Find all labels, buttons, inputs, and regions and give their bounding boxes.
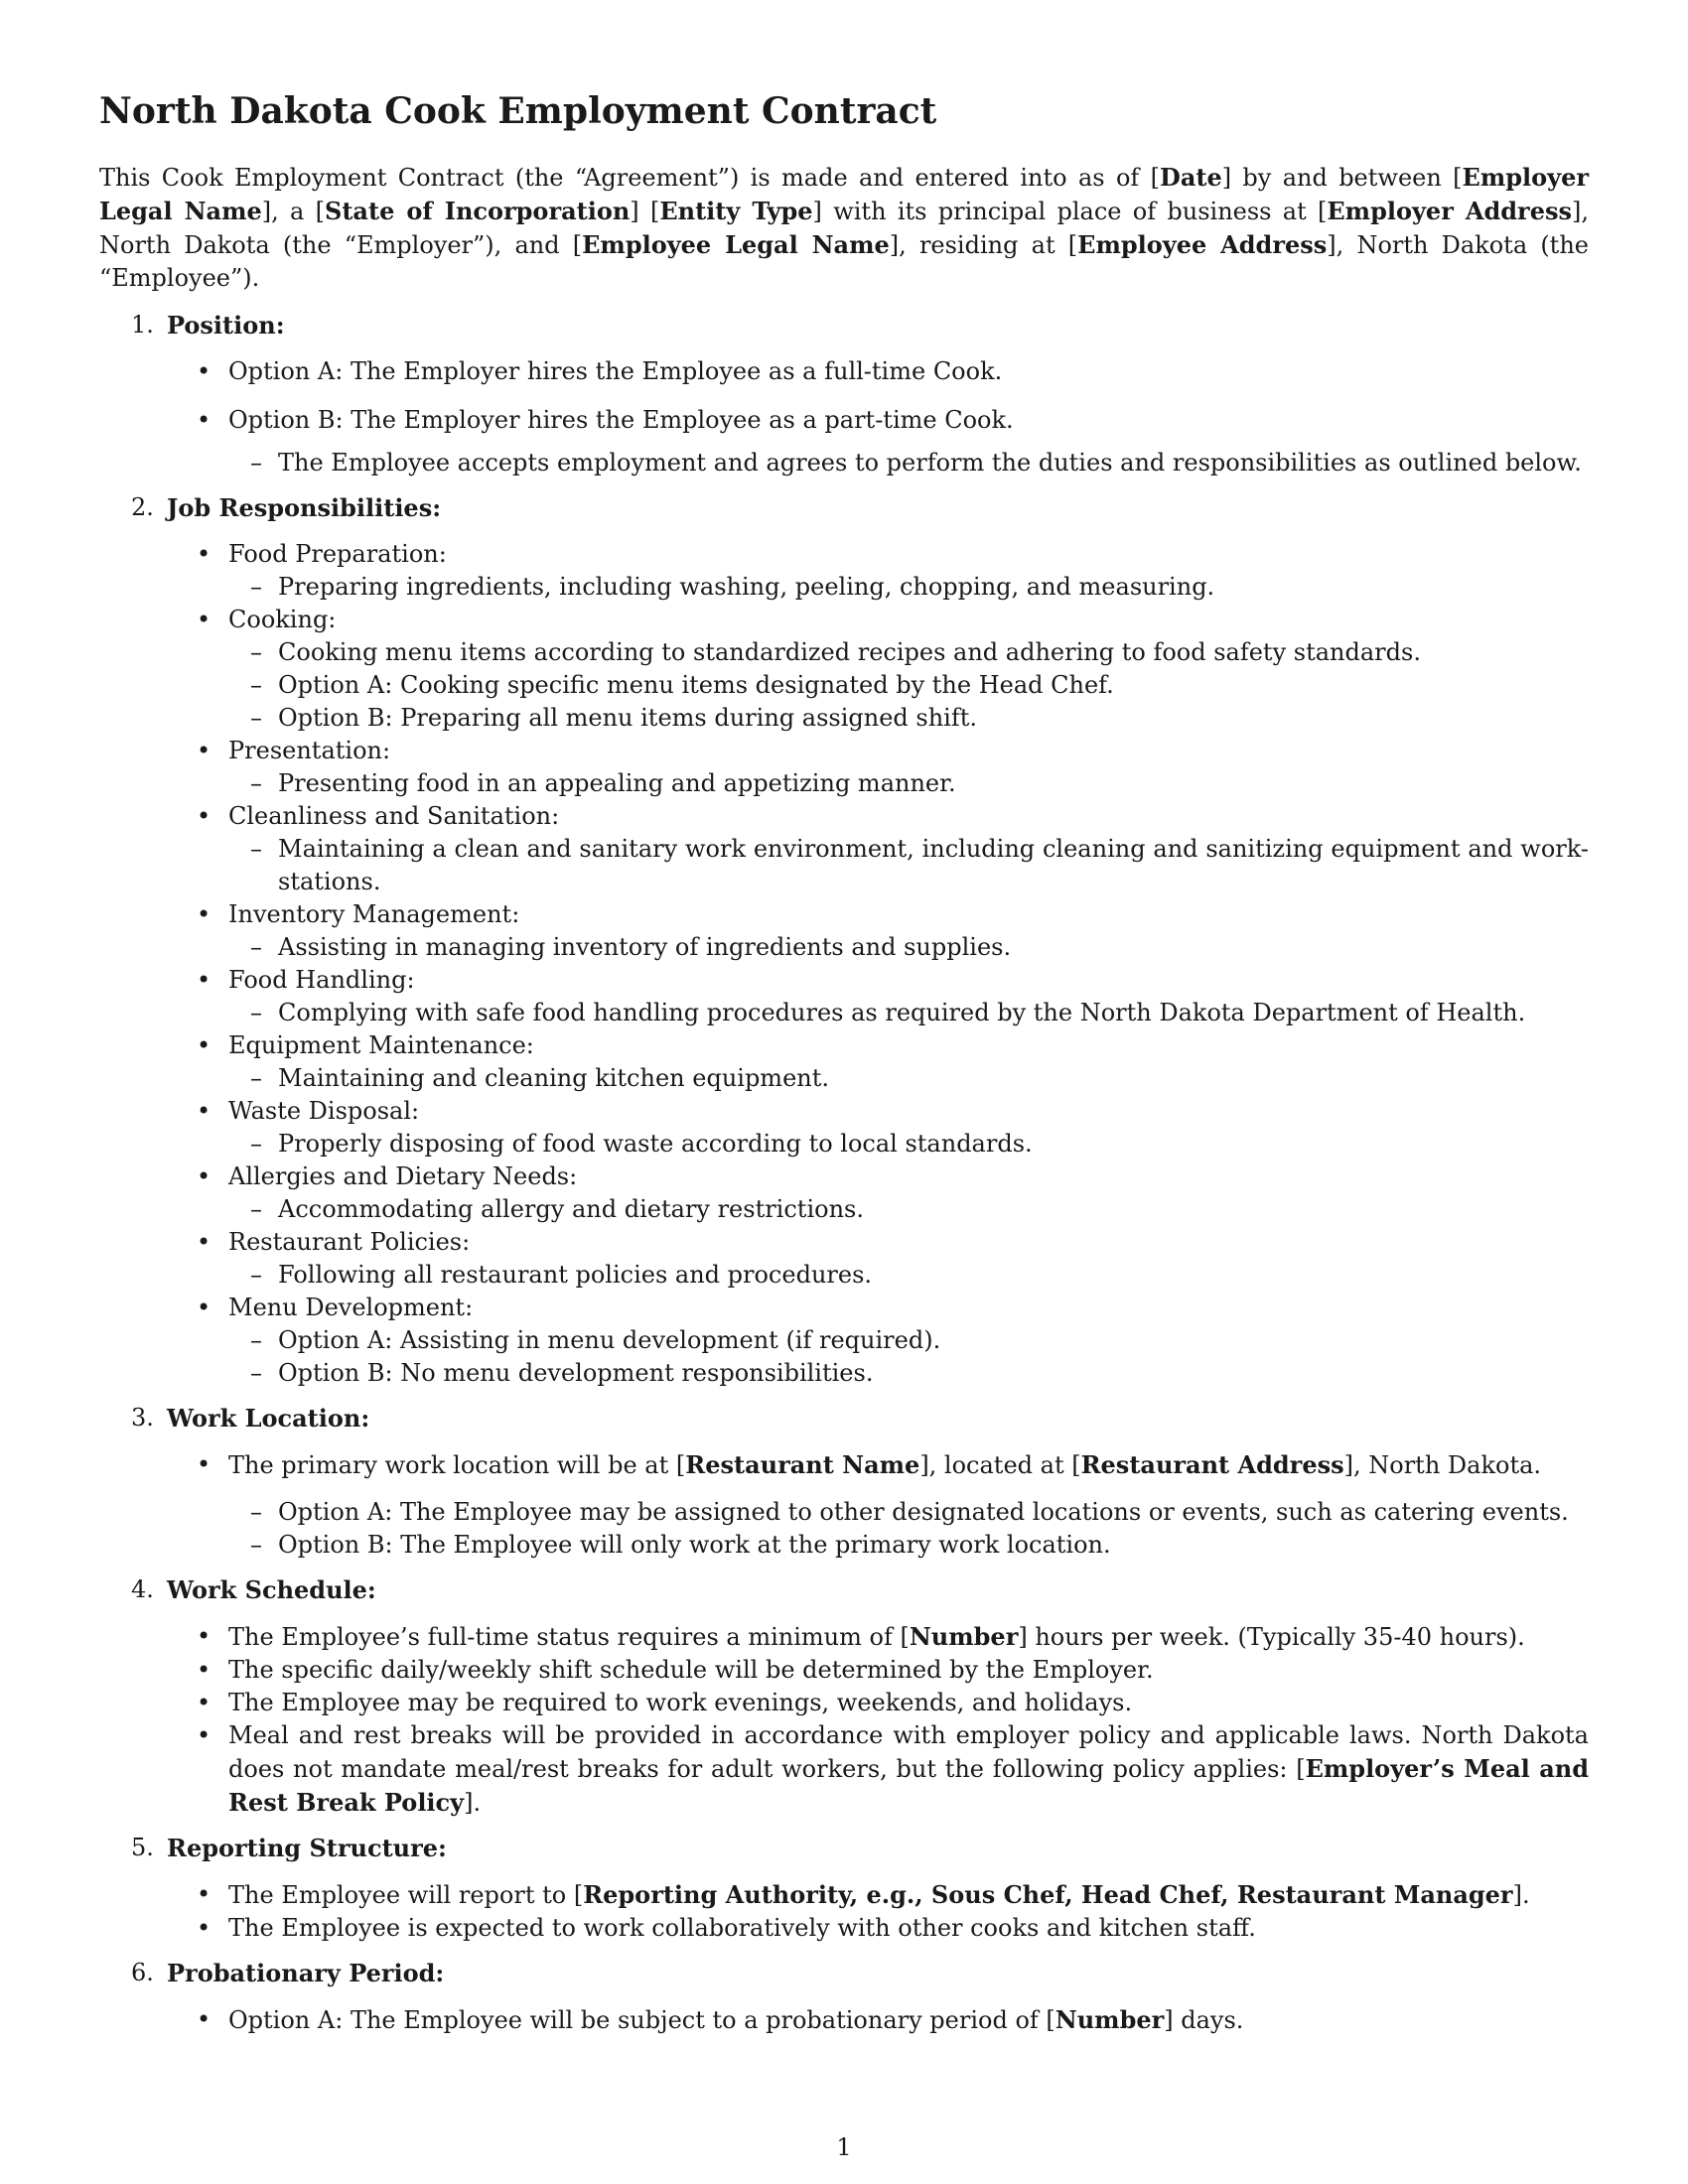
placeholder-state-of-incorporation: State of Incorporation bbox=[325, 197, 631, 225]
intro-text: ], North Dakota (the “Employee”). bbox=[99, 231, 1589, 292]
section-number: 6. bbox=[131, 1959, 154, 1986]
bullet-icon: • bbox=[197, 900, 211, 928]
sub-item-text: Accommodating allergy and dietary restrictions. bbox=[278, 1195, 864, 1223]
list-item-text: Inventory Management: bbox=[228, 900, 520, 928]
section-job-responsibilities bbox=[99, 491, 1589, 1390]
sub-item-text: Option B: The Employee will only work at the primary work location. bbox=[278, 1531, 1111, 1559]
sub-list-item bbox=[228, 1259, 1589, 1292]
bullet-icon: • bbox=[197, 802, 211, 830]
placeholder-break-policy: Employer’s Meal and Rest Break Policy bbox=[228, 1754, 1589, 1817]
list-item-text: The Employee is expected to work collaboratively with other cooks and kitchen staff. bbox=[228, 1914, 1256, 1942]
placeholder-number: Number bbox=[909, 1622, 1019, 1651]
list-item bbox=[99, 1912, 1589, 1945]
placeholder-employee-legal-name: Employee Legal Name bbox=[582, 230, 890, 259]
section-heading bbox=[99, 1957, 1589, 1989]
list-item-text: Option A: The Employer hires the Employee as a full-time Cook. bbox=[228, 357, 1003, 385]
dash-icon: – bbox=[250, 933, 262, 961]
section-title: Work Schedule: bbox=[167, 1575, 376, 1604]
bullet-list bbox=[99, 1448, 1589, 1482]
dash-icon: – bbox=[250, 835, 262, 863]
section-heading bbox=[99, 1573, 1589, 1606]
bullet-icon: • bbox=[197, 1721, 211, 1749]
placeholder-date: Date bbox=[1160, 163, 1222, 192]
bullet-icon: • bbox=[197, 357, 211, 385]
dash-icon: – bbox=[250, 1326, 262, 1354]
section-position bbox=[99, 309, 1589, 479]
sub-item-text: Following all restaurant policies and procedures. bbox=[278, 1261, 873, 1289]
sub-list-item bbox=[228, 1193, 1589, 1226]
sub-list-item bbox=[228, 669, 1589, 702]
dash-icon: – bbox=[250, 769, 262, 797]
list-item-text: The primary work location will be at [ bbox=[228, 1451, 686, 1479]
list-item-text: The Employee may be required to work evenings, weekends, and holidays. bbox=[228, 1689, 1133, 1716]
list-item-text: Cooking: bbox=[228, 606, 337, 633]
list-item bbox=[99, 538, 1589, 604]
list-item-text: Waste Disposal: bbox=[228, 1097, 420, 1125]
dash-icon: – bbox=[250, 1359, 262, 1387]
intro-text: ] with its principal place of business at [ bbox=[812, 198, 1328, 225]
intro-text: ], residing at [ bbox=[889, 231, 1078, 259]
bullet-list bbox=[99, 355, 1589, 437]
sub-item-text: Presenting food in an appealing and appetizing manner. bbox=[278, 769, 956, 797]
sub-item-text: Option A: Cooking specific menu items designated by the Head Chef. bbox=[278, 671, 1114, 699]
bullet-icon: • bbox=[197, 1914, 211, 1942]
section-number: 2. bbox=[131, 493, 154, 521]
list-item bbox=[99, 1719, 1589, 1820]
list-item bbox=[99, 735, 1589, 800]
bullet-icon: • bbox=[197, 1622, 211, 1650]
sub-list bbox=[99, 1496, 1589, 1562]
list-item-text: Food Handling: bbox=[228, 966, 415, 994]
dash-icon: – bbox=[250, 1064, 262, 1092]
sub-item-text: Complying with safe food handling procedures as required by the North Dakota Department of Health. bbox=[278, 999, 1526, 1026]
list-item bbox=[99, 2003, 1589, 2037]
bullet-icon: • bbox=[197, 1880, 211, 1908]
section-heading bbox=[99, 1402, 1589, 1434]
list-item bbox=[99, 1160, 1589, 1226]
sub-list bbox=[228, 636, 1589, 735]
list-item bbox=[99, 1095, 1589, 1160]
bullet-icon: • bbox=[197, 1228, 211, 1256]
sub-list-item bbox=[228, 571, 1589, 604]
dash-icon: – bbox=[250, 704, 262, 732]
sub-list-item bbox=[228, 767, 1589, 800]
section-title: Job Responsibilities: bbox=[167, 493, 442, 522]
intro-paragraph bbox=[99, 161, 1589, 295]
list-item bbox=[99, 1448, 1589, 1482]
placeholder-restaurant-name: Restaurant Name bbox=[685, 1450, 920, 1479]
list-item bbox=[99, 1654, 1589, 1687]
sub-item-text: Maintaining and cleaning kitchen equipment. bbox=[278, 1064, 829, 1092]
list-item-text: Menu Development: bbox=[228, 1294, 474, 1321]
sub-list bbox=[228, 1259, 1589, 1292]
page-number: 1 bbox=[836, 2133, 852, 2161]
dash-icon: – bbox=[250, 1261, 262, 1289]
list-item bbox=[99, 964, 1589, 1029]
sub-list bbox=[228, 833, 1589, 898]
list-item-text: The specific daily/weekly shift schedule will be determined by the Employer. bbox=[228, 1656, 1154, 1684]
sub-list bbox=[228, 767, 1589, 800]
dash-icon: – bbox=[250, 573, 262, 601]
sub-list-item bbox=[228, 702, 1589, 735]
list-item-text: Presentation: bbox=[228, 737, 391, 764]
list-item-text: Cleanliness and Sanitation: bbox=[228, 802, 560, 830]
section-title: Position: bbox=[167, 311, 285, 340]
bullet-icon: • bbox=[197, 1294, 211, 1321]
sub-item-text: Option A: The Employee may be assigned to other designated locations or events, such as catering events. bbox=[278, 1498, 1569, 1526]
sub-list bbox=[228, 1193, 1589, 1226]
sub-list-item bbox=[228, 1324, 1589, 1357]
list-item-text: Option A: The Employee will be subject to a probationary period of [ bbox=[228, 2006, 1055, 2034]
section-work-schedule bbox=[99, 1573, 1589, 1820]
section-reporting-structure bbox=[99, 1832, 1589, 1945]
list-item-text: ]. bbox=[1512, 1881, 1530, 1909]
dash-icon: – bbox=[250, 1195, 262, 1223]
sub-item-text: Assisting in managing inventory of ingredients and supplies. bbox=[278, 933, 1012, 961]
list-item-text: Allergies and Dietary Needs: bbox=[228, 1162, 578, 1190]
section-heading bbox=[99, 309, 1589, 341]
bullet-icon: • bbox=[197, 1031, 211, 1059]
bullet-icon: • bbox=[197, 1450, 211, 1478]
list-item-text: ] days. bbox=[1164, 2006, 1244, 2034]
dash-icon: – bbox=[250, 999, 262, 1026]
intro-text: This Cook Employment Contract (the “Agreement”) is made and entered into as of [ bbox=[99, 164, 1160, 192]
sub-list-item bbox=[228, 1062, 1589, 1095]
section-heading bbox=[99, 491, 1589, 524]
sub-item-text: Properly disposing of food waste according to local standards. bbox=[278, 1130, 1033, 1158]
sub-list-item bbox=[228, 931, 1589, 964]
placeholder-entity-type: Entity Type bbox=[659, 197, 813, 225]
list-item bbox=[99, 1687, 1589, 1719]
list-item-text: Option B: The Employer hires the Employee as a part-time Cook. bbox=[228, 406, 1014, 434]
document-title: North Dakota Cook Employment Contract bbox=[99, 90, 937, 132]
placeholder-number: Number bbox=[1055, 2005, 1165, 2034]
placeholder-reporting-authority: Reporting Authority, e.g., Sous Chef, Head Chef, Restaurant Manager bbox=[583, 1880, 1513, 1909]
bullet-icon: • bbox=[197, 1689, 211, 1716]
placeholder-employer-address: Employer Address bbox=[1327, 197, 1572, 225]
section-title: Reporting Structure: bbox=[167, 1834, 447, 1862]
list-item-text: ]. bbox=[464, 1789, 482, 1817]
list-item bbox=[99, 1878, 1589, 1912]
list-item bbox=[99, 1029, 1589, 1095]
sub-list-item bbox=[228, 833, 1589, 898]
sub-list-item bbox=[228, 997, 1589, 1029]
list-item-text: The Employee will report to [ bbox=[228, 1881, 584, 1909]
bullet-list bbox=[99, 1878, 1589, 1945]
list-item bbox=[99, 1292, 1589, 1390]
sub-item-text: Maintaining a clean and sanitary work environment, including cleaning and sanitizing equipment and work-stations. bbox=[278, 835, 1589, 895]
bullet-icon: • bbox=[197, 1097, 211, 1125]
intro-text: ] [ bbox=[630, 198, 660, 225]
sub-item-text: Option B: No menu development responsibilities. bbox=[278, 1359, 874, 1387]
list-item bbox=[99, 604, 1589, 735]
sub-item-text: Option B: Preparing all menu items during assigned shift. bbox=[278, 704, 978, 732]
sub-list-item bbox=[99, 447, 1589, 479]
bullet-icon: • bbox=[197, 966, 211, 994]
sub-item-text: Option A: Assisting in menu development (if required). bbox=[278, 1326, 941, 1354]
list-item-text: ] hours per week. (Typically 35-40 hours). bbox=[1018, 1623, 1525, 1651]
sub-list bbox=[228, 1324, 1589, 1390]
list-item bbox=[99, 800, 1589, 898]
bullet-icon: • bbox=[197, 1162, 211, 1190]
placeholder-employer-legal-name: Employer Legal Name bbox=[99, 163, 1589, 225]
list-item bbox=[99, 404, 1589, 437]
dash-icon: – bbox=[250, 671, 262, 699]
sub-list-item bbox=[99, 1529, 1589, 1562]
list-item-text: Meal and rest breaks will be provided in accordance with employer policy and applicable laws. North Dakota does not mandate meal/rest breaks for adult workers, but the following policy applies: [ bbox=[228, 1721, 1589, 1783]
list-item-text: Food Preparation: bbox=[228, 540, 447, 568]
intro-text: ] by and between [ bbox=[1221, 164, 1463, 192]
section-probationary-period bbox=[99, 1957, 1589, 2037]
list-item-text: ], North Dakota. bbox=[1343, 1451, 1542, 1479]
bullet-icon: • bbox=[197, 606, 211, 633]
list-item-text: The Employee’s full-time status requires a minimum of [ bbox=[228, 1623, 910, 1651]
bullet-icon: • bbox=[197, 2005, 211, 2033]
list-item-text: Equipment Maintenance: bbox=[228, 1031, 534, 1059]
sub-list bbox=[228, 1062, 1589, 1095]
section-number: 5. bbox=[131, 1834, 154, 1861]
dash-icon: – bbox=[250, 638, 262, 666]
bullet-icon: • bbox=[197, 1656, 211, 1684]
sub-list bbox=[228, 1128, 1589, 1160]
placeholder-restaurant-address: Restaurant Address bbox=[1080, 1450, 1344, 1479]
bullet-list bbox=[99, 1620, 1589, 1820]
sub-list-item bbox=[228, 636, 1589, 669]
bullet-list bbox=[99, 538, 1589, 1390]
placeholder-employee-address: Employee Address bbox=[1077, 230, 1328, 259]
sub-item-text: Preparing ingredients, including washing, peeling, chopping, and measuring. bbox=[278, 573, 1215, 601]
sub-item-text: Cooking menu items according to standardized recipes and adhering to food safety standards. bbox=[278, 638, 1421, 666]
sub-list-item bbox=[228, 1357, 1589, 1390]
list-item bbox=[99, 1226, 1589, 1292]
bullet-icon: • bbox=[197, 406, 211, 434]
sub-list-item bbox=[228, 1128, 1589, 1160]
section-number: 3. bbox=[131, 1404, 154, 1432]
sub-list bbox=[228, 997, 1589, 1029]
list-item bbox=[99, 355, 1589, 388]
list-item-text: ], located at [ bbox=[919, 1451, 1081, 1479]
bullet-icon: • bbox=[197, 737, 211, 764]
sub-list bbox=[228, 571, 1589, 604]
dash-icon: – bbox=[250, 1531, 262, 1559]
dash-icon: – bbox=[250, 449, 262, 477]
contract-page bbox=[99, 87, 1589, 2037]
bullet-list bbox=[99, 2003, 1589, 2037]
list-item bbox=[99, 1620, 1589, 1654]
dash-icon: – bbox=[250, 1130, 262, 1158]
sub-list bbox=[99, 447, 1589, 479]
intro-text: ], a [ bbox=[261, 198, 326, 225]
list-item-text: Restaurant Policies: bbox=[228, 1228, 471, 1256]
bullet-icon: • bbox=[197, 540, 211, 568]
section-work-location bbox=[99, 1402, 1589, 1562]
intro-text: ], North Dakota (the “Employer”), and [ bbox=[99, 198, 1589, 259]
section-heading bbox=[99, 1832, 1589, 1864]
section-number: 4. bbox=[131, 1575, 154, 1603]
list-item bbox=[99, 898, 1589, 964]
sub-item-text: The Employee accepts employment and agrees to perform the duties and responsibilities as outlined below. bbox=[278, 449, 1582, 477]
sub-list-item bbox=[99, 1496, 1589, 1529]
sub-list bbox=[228, 931, 1589, 964]
section-title: Probationary Period: bbox=[167, 1959, 445, 1987]
section-number: 1. bbox=[131, 311, 154, 339]
section-title: Work Location: bbox=[167, 1404, 370, 1433]
dash-icon: – bbox=[250, 1498, 262, 1526]
